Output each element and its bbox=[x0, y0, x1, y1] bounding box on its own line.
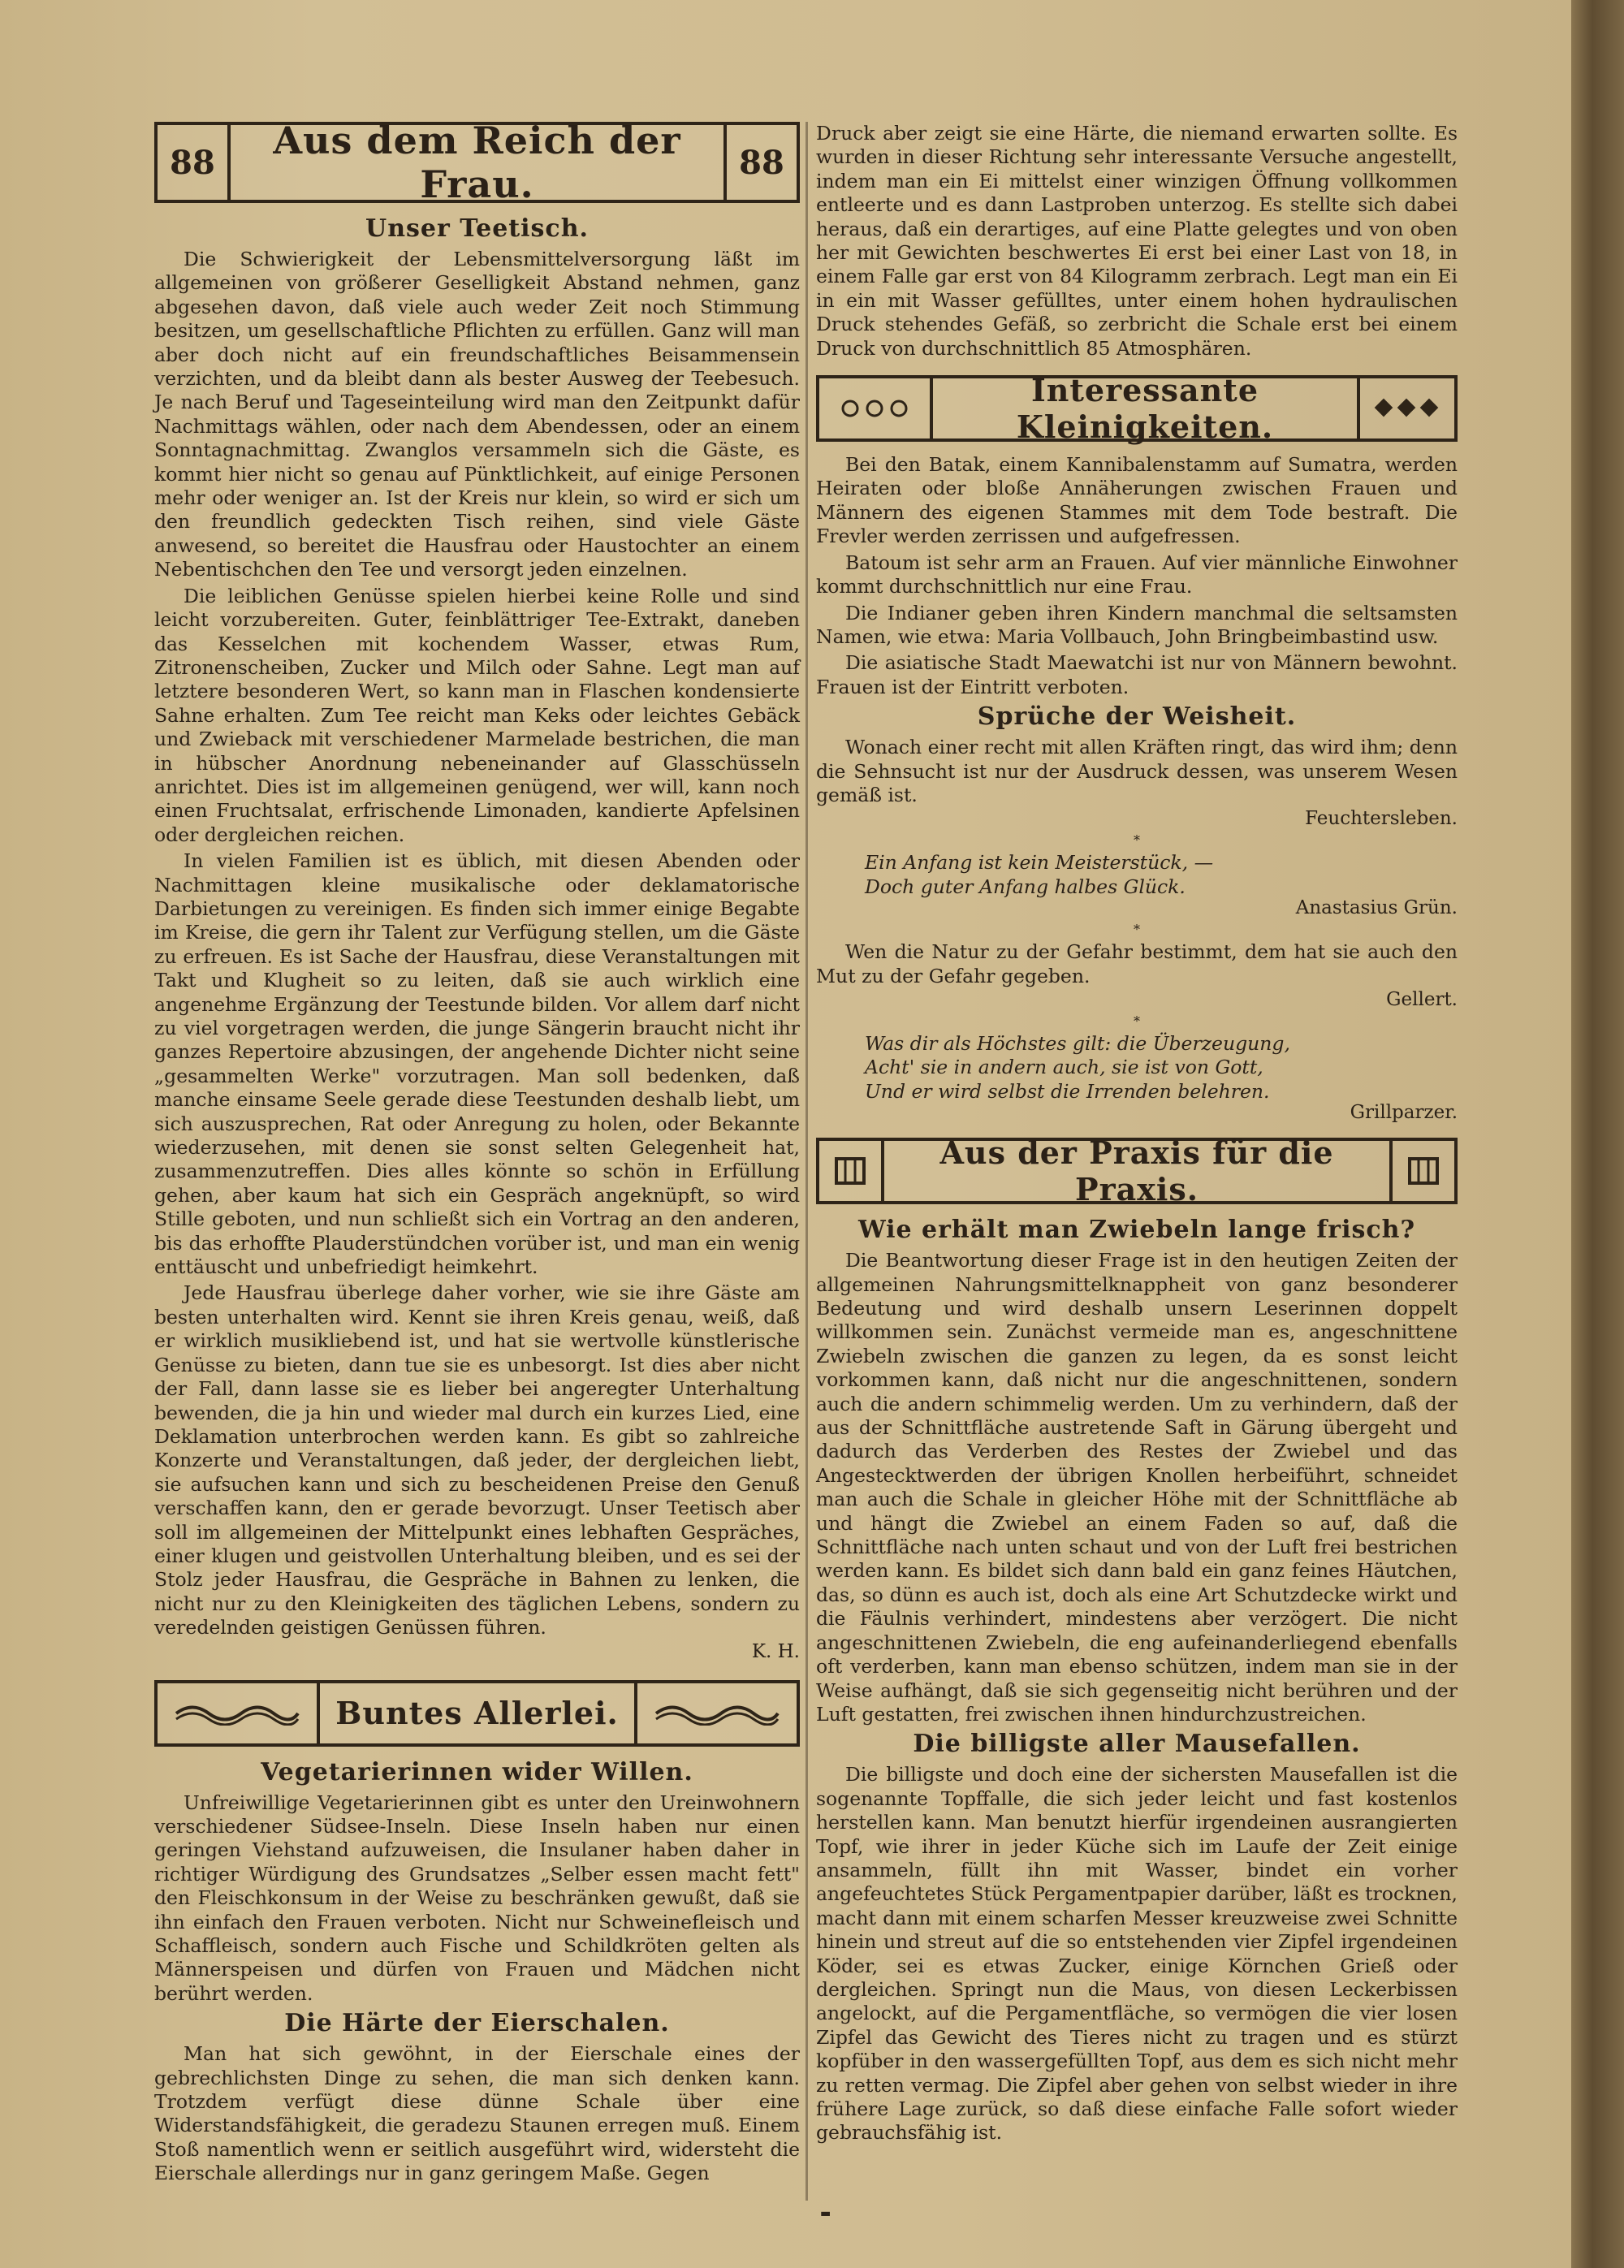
poem-2-line-1: Was dir als Höchstes gilt: die Überzeugung, bbox=[865, 1031, 1290, 1055]
heading-zwiebeln: Wie erhält man Zwiebeln lange frisch? bbox=[857, 1216, 1416, 1245]
heading-eierschalen: Die Härte der Eierschalen. bbox=[284, 2009, 670, 2038]
mausefalle-paragraph: Die billigste und doch eine der sichersten Mausefallen ist die sogenannte Topffalle, die sich jeder leicht und fast kostenlos herstellen kann. Man benutzt hierfür irgendeinen ausrangierten Topf, wie ihrer in jeder Küche sich im Laufe der Zeit einige ansammeln, füllt ihn mit Wasser, bindet ein vorher angefeuchtetes Stück Pergamentpapier darüber, läßt es trocknen, macht dann mit einem scharfen Messer kreuzweise zwei Schnitte hinein und streut auf die so entstehenden vier Zipfel irgendeinen Köder, sei es etwas Zucker, einige Körnchen Grieß oder dergleichen. Springt nun die Maus, von diesen Leckerbissen angelockt, auf die Pergamentfläche, so vermögen die vier losen Zipfel das Gewicht des Tieres nicht zu tragen und es stürzt kopfüber in den wassergefüllten Topf, aus dem es sich nicht mehr zu retten vermag. Die Zipfel aber gehen von selbst wieder in ihre frühere Lage zurück, so daß diese einfache Falle sofort wieder gebrauchsfähig ist. bbox=[816, 1763, 1458, 2145]
ornament-left-icon: 88 bbox=[158, 125, 231, 200]
eierschalen-paragraph: Man hat sich gewöhnt, in der Eierschale eines der gebrechlichsten Dinge zu sehen, die man sich denken kann. Trotzdem verfügt diese dünne Schale über eine Widerstandsfähigkeit, die geradezu Staunen erregen muß. Einem Stoß namentlich wenn er seitlich ausgeführt wird, widersteht die Eierschale allerdings nur in ganz geringem Maße. Gegen bbox=[154, 2042, 800, 2185]
weisheit-author-1: Feuchtersleben. bbox=[1305, 808, 1458, 830]
zwiebeln-paragraph: Die Beantwortung dieser Frage ist in den heutigen Zeiten der allgemeinen Nahrungsmittelknappheit von ganz besonderer Bedeutung und wird deshalb unsern Leserinnen doppelt willkommen sein. Zunächst vermeide man es, angeschnittene Zwiebeln zwischen die ganzen zu legen, da es sonst leicht vorkommen kann, daß nicht nur die angeschnittenen, sondern auch die andern schimmelig werden. Um zu verhindern, daß der aus der Schnittfläche austretende Saft in Gärung übergeht und dadurch das Verderben des Restes der Zwiebel und das Angestecktwerden der übrigen Knollen herbeiführt, schneidet man auch die Schale in gleicher Höhe mit der Schnittfläche ab und hängt die Zwiebel an einem Faden so auf, daß die Schnittfläche nach unten schaut und von der Luft frei bestrichen werden kann. Es bildet sich dann bald ein ganz feines Häutchen, das, so dünn es auch ist, doch als eine Art Schutzdecke wirkt und die Fäulnis verhindert, mindestens aber verzögert. Die nicht angeschnittenen Zwiebeln, die eng aufeinanderliegend ebenfalls oft verderben, kann man ebenso schützen, indem man sie in der Weise aufhängt, daß sie sich gegenseitig nicht berühren und der Luft gestatten, frei zwischen ihnen hindurchzustreichen. bbox=[816, 1249, 1458, 1726]
teetisch-paragraph-3: In vielen Familien ist es üblich, mit diesen Abenden oder Nachmittagen kleine musikalische oder deklamatorische Darbietungen zu vereinigen. Es finden sich immer einige Begabte im Kreise, die gern ihr Talent zur Verfügung stellen, um die Gäste zu erfreuen. Es ist Sache der Hausfrau, diese Veranstaltungen mit Takt und Klugheit so zu leiten, daß sie auch wirklich eine angenehme Ergänzung der Teestunde bilden. Vor allem darf nicht zu viel vorgetragen werden, die junge Sängerin braucht nicht ihr ganzes Repertoire abzusingen, der angehende Dichter nicht seine „gesammelten Werke" vorzutragen. Man soll bedenken, daß manche einsame Seele gerade diese Teestunden deshalb liebt, um sich auszusprechen, Rat oder Anregung zu holen, oder Bekannte wiederzusehen, mit denen sie sonst selten Gelegenheit hat, zusammenzutreffen. Dies alles könnte so schön in Erfüllung gehen, aber kaum hat sich ein Gespräch angeknüpft, so wird Stille geboten, und nun schließt sich ein Vortrag an den anderen, bis das erhoffte Plauderstündchen vorüber ist, und man ein wenig enttäuscht und unbefriedigt heimkehrt. bbox=[154, 849, 800, 1279]
heading-vegetarier: Vegetarierinnen wider Willen. bbox=[261, 1757, 693, 1786]
teetisch-paragraph-4: Jede Hausfrau überlege daher vorher, wie sie ihre Gäste am besten unterhalten wird. Kennt sie ihren Kreis genau, weiß, daß er wirklich musikliebend ist, und hat sie wertvolle künstlerische Genüsse zu bieten, dann tue sie es unbesorgt. Ist dies aber nicht der Fall, dann lasse sie es lieber bei angeregter Unterhaltung bewenden, die ja hin und wieder mal durch ein kurzes Lied, eine Deklamation unterbrochen werden kann. Es gibt so zahlreiche Konzerte und Veranstaltungen, daß jeder, der dergleichen liebt, sie aufsuchen kann und sich zu bescheidenen Preise den Genuß verschaffen kann, den er gerade bevorzugt. Unser Teetisch aber soll im allgemeinen der Mittelpunkt eines lebhaften Gespräches, einer klugen und geistvollen Unterhaltung bleiben, und es sei der Stolz jeder Hausfrau, die Gespräche in Bahnen zu lenken, die nicht nur zu den Kleinigkeiten des täglichen Lebens, sondern zu veredelnden geistigen Genüssen führen. bbox=[154, 1281, 800, 1639]
poem-2-line-3: Und er wird selbst die Irrenden belehren. bbox=[865, 1079, 1270, 1103]
poem-1-line-1: Ein Anfang ist kein Meisterstück, — bbox=[865, 851, 1214, 875]
poem-1-line-2: Doch guter Anfang halbes Glück. bbox=[865, 875, 1186, 898]
heading-teetisch: Unser Teetisch. bbox=[365, 214, 589, 243]
banner-kleinigkeiten bbox=[816, 372, 1458, 446]
heading-weisheit: Sprüche der Weisheit. bbox=[977, 702, 1297, 732]
weisheit-quote-1: Wonach einer recht mit allen Kräften ringt, das wird ihm; denn die Sehnsucht ist nur der Ausdruck dessen, was unserem Wesen gemäß ist. bbox=[816, 736, 1458, 806]
section-title-allerlei: Buntes Allerlei. bbox=[335, 1695, 619, 1732]
ornament-scroll-right-icon bbox=[634, 1683, 797, 1743]
divider-star-3: * bbox=[1134, 1013, 1140, 1029]
kleinigkeit-1: Bei den Batak, einem Kannibalenstamm auf Sumatra, werden Heiraten oder bloße Annäherungen zwischen Frauen und Männern des eigenen Stammes mit dem Tode bestraft. Die Frevler werden zerrissen und aufgefressen. bbox=[816, 453, 1458, 548]
column-divider bbox=[806, 122, 808, 2201]
divider-star-2: * bbox=[1134, 922, 1140, 938]
kleinigkeit-2: Batoum ist sehr arm an Frauen. Auf vier männliche Einwohner kommt durchschnittlich nur eine Frau. bbox=[816, 551, 1458, 598]
ornament-knot-right-icon bbox=[1357, 378, 1454, 438]
weisheit-author-2: Anastasius Grün. bbox=[1295, 897, 1458, 919]
ornament-knot-left-icon bbox=[819, 378, 933, 438]
weisheit-quote-3: Wen die Natur zu der Gefahr bestimmt, dem hat sie auch den Mut zu der Gefahr gegeben. bbox=[816, 940, 1458, 987]
vegetarier-paragraph: Unfreiwillige Vegetarierinnen gibt es unter den Ureinwohnern verschiedener Südsee-Inseln. Diese Inseln haben nur einen geringen Viehstand aufzuweisen, die Insulaner haben daher in richtiger Würdigung des Grundsatzes „Selber essen macht fett" den Fleischkonsum in der Weise zu beschränken gewußt, daß sie ihn einfach den Frauen verboten. Nicht nur Schweinefleisch und Schaffleisch, sondern auch Fische und Schildkröten gelten als Männerspeisen und dürfen von Frauen und Mädchen nicht berührt werden. bbox=[154, 1791, 800, 2005]
kleinigkeit-4: Die asiatische Stadt Maewatchi ist nur von Männern bewohnt. Frauen ist der Eintritt verboten. bbox=[816, 651, 1458, 698]
divider-star-1: * bbox=[1134, 832, 1140, 849]
section-title-kleinigkeiten: Interessante Kleinigkeiten. bbox=[1016, 372, 1274, 446]
book-binding bbox=[1571, 0, 1624, 2268]
banner-frau bbox=[154, 119, 800, 206]
banner-allerlei bbox=[154, 1680, 800, 1747]
section-title-praxis: Aus der Praxis für die Praxis. bbox=[939, 1134, 1334, 1208]
eierschalen-continued: Druck aber zeigt sie eine Härte, die niemand erwarten sollte. Es wurden in dieser Richtung sehr interessante Versuche angestellt, indem man ein Ei mittelst einer winzigen Öffnung vollkommen entleerte und es dann Lastproben unterzog. Es stellte sich dabei heraus, daß ein derartiges, auf eine Platte gelegtes und von oben her mit Gewichten beschwertes Ei erst bei einer Last von 18, in einem Falle gar erst von 84 Kilogramm zerbrach. Legt man ein Ei in ein mit Wasser gefülltes, unter einem hohen hydraulischen Druck stehendes Gefäß, so zerbricht die Schale erst bei einem Druck von durchschnittlich 85 Atmosphären. bbox=[816, 122, 1458, 360]
weisheit-author-3: Gellert. bbox=[1386, 988, 1458, 1010]
heading-mausefalle: Die billigste aller Mausefallen. bbox=[913, 1730, 1361, 1759]
poem-2-line-2: Acht' sie in andern auch, sie ist von Gott, bbox=[865, 1056, 1263, 1079]
right-column bbox=[816, 122, 1458, 2148]
ornament-scroll-left-icon bbox=[158, 1683, 320, 1743]
teetisch-paragraph-2: Die leiblichen Genüsse spielen hierbei keine Rolle und sind leicht vorzubereiten. Guter, feinblättriger Tee-Extrakt, daneben das Kesselchen mit kochendem Wasser, etwas Rum, Zitronenscheiben, Zucker und Milch oder Sahne. Legt man auf letztere besonderen Wert, so kann man in Flaschen kondensierte Sahne erhalten. Zum Tee reicht man Keks oder leichtes Gebäck und Zwieback mit verschiedener Marmelade bestrichen, die man in hübscher Anordnung nebeneinander auf Glasschüsseln anrichtet. Dies ist im allgemeinen genügend, wer will, kann noch einen Fruchtsalat, erfrischende Limonaden, kandierte Apfelsinen oder dergleichen reichen. bbox=[154, 584, 800, 846]
teetisch-paragraph-1: Die Schwierigkeit der Lebensmittelversorgung läßt im allgemeinen von größerer Geselligkeit Abstand nehmen, ganz abgesehen davon, daß viele auch weder Zeit noch Stimmung besitzen, um gesellschaftliche Pflichten zu erfüllen. Ganz will man aber doch nicht auf ein freundschaftliches Beisammensein verzichten, und da bleibt dann als bester Ausweg der Teebesuch. Je nach Beruf und Tageseinteilung wird man den Zeitpunkt dafür Nachmittags wählen, oder nach dem Abendessen, oder an einem Sonntagnachmittag. Zwanglos versammeln sich die Gäste, es kommt hier nicht so genau auf Pünktlichkeit, auf einige Personen mehr oder weniger an. Ist der Kreis nur klein, so wird er sich um den freundlich gedeckten Tisch reihen, sind viele Gäste anwesend, so bereitet die Hausfrau oder Haustochter an einem Nebentischchen den Tee und versorgt jeden einzelnen. bbox=[154, 248, 800, 581]
banner-praxis bbox=[816, 1134, 1458, 1208]
kleinigkeit-3: Die Indianer geben ihren Kindern manchmal die seltsamsten Namen, wie etwa: Maria Vollbauch, John Bringbeimbastind usw. bbox=[816, 601, 1458, 648]
bottom-dash-mark: ▬ bbox=[820, 2207, 831, 2220]
weisheit-poem-2 bbox=[816, 1032, 1458, 1104]
left-column bbox=[154, 119, 800, 2188]
ornament-block-left-icon bbox=[819, 1141, 884, 1201]
weisheit-poem-1 bbox=[816, 851, 1458, 899]
weisheit-author-4: Grillparzer. bbox=[1350, 1102, 1458, 1124]
teetisch-signature: K. H. bbox=[751, 1640, 800, 1662]
ornament-right-icon: 88 bbox=[723, 125, 797, 200]
section-title-frau: Aus dem Reich der Frau. bbox=[273, 119, 681, 206]
ornament-block-right-icon bbox=[1389, 1141, 1454, 1201]
